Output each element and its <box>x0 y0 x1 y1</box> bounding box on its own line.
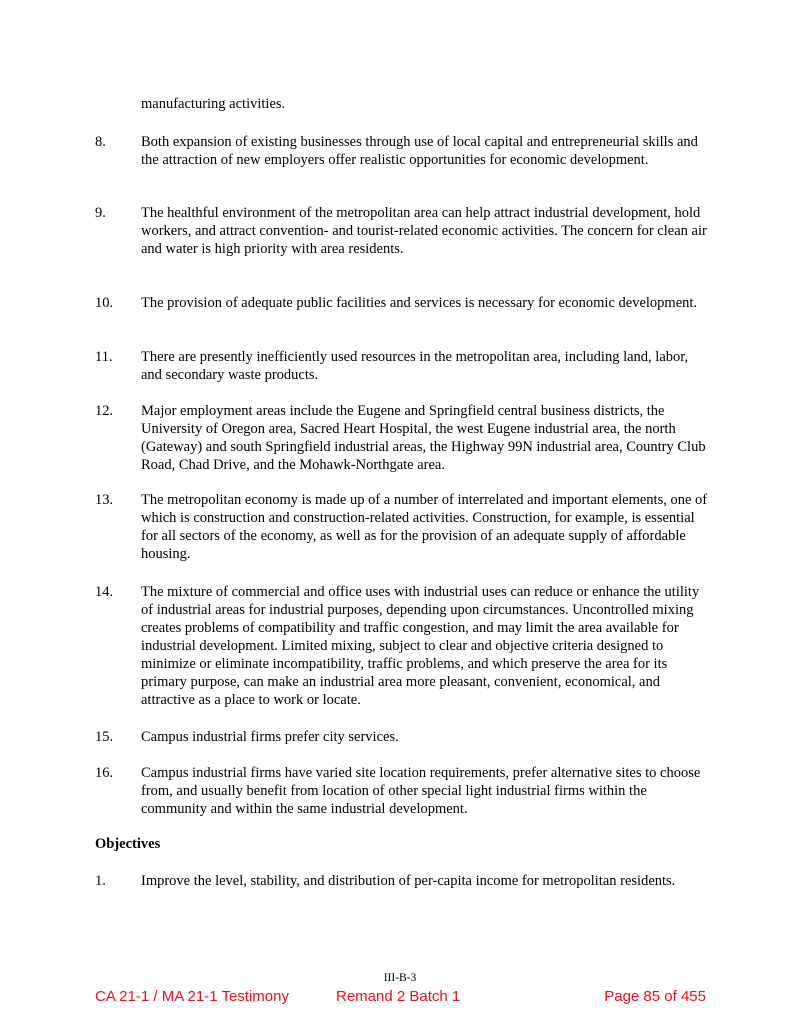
item-number: 13. <box>95 492 114 508</box>
item-text: Campus industrial firms have varied site location requirements, prefer alternative sites to choose from, and usually benefit from location of other special light industrial firms within the community and within the same industrial development. <box>141 765 701 817</box>
item-text: Improve the level, stability, and distribution of per-capita income for metropolitan residents. <box>141 873 676 889</box>
footer-batch-label: Remand 2 Batch 1 <box>336 988 461 1005</box>
item-text: Campus industrial firms prefer city services. <box>141 729 399 745</box>
item-text: Major employment areas include the Eugene and Springfield central business districts, the University of Oregon area, Sacred Heart Hospital, the west Eugene industrial area, the north (Gateway) and south Springfield industrial areas, the Highway 99N industrial area, Country Club Road, Chad Drive, and the Mohawk-Northgate area. <box>141 403 706 473</box>
continuation-text: manufacturing activities. <box>141 96 286 112</box>
item-number: 15. <box>95 729 114 745</box>
item-text: The mixture of commercial and office uses with industrial uses can reduce or enhance the utility of industrial areas for industrial purposes, depending upon circumstances. Uncontrolled mixing creates problems of compatibility and traffic congestion, and may limit the area available for industrial development. Limited mixing, subject to clear and objective criteria designed to minimize or eliminate incompatibility, traffic problems, and which preserve the area for its primary purpose, can make an industrial area more pleasant, convenient, economical, and attractive as a place to work or locate. <box>141 584 700 708</box>
item-number: 8. <box>95 134 106 150</box>
item-number: 10. <box>95 295 114 311</box>
item-number: 9. <box>95 205 106 221</box>
item-number: 1. <box>95 873 106 889</box>
item-text: The provision of adequate public facilities and services is necessary for economic development. <box>141 295 698 311</box>
item-text: There are presently inefficiently used resources in the metropolitan area, including land, labor, and secondary waste products. <box>141 349 689 383</box>
item-text: The metropolitan economy is made up of a number of interrelated and important elements, one of which is construction and construction-related activities. Construction, for example, is essential for all sectors of the economy, as well as for the provision of an adequate supply of affordable housing. <box>141 492 708 562</box>
item-text: Both expansion of existing businesses through use of local capital and entrepreneurial skills and the attraction of new employers offer realistic opportunities for economic development. <box>141 134 698 168</box>
item-text: The healthful environment of the metropolitan area can help attract industrial development, hold workers, and attract convention- and tourist-related economic activities. The concern for clean air and water is high priority with area residents. <box>141 205 707 257</box>
item-number: 14. <box>95 584 114 600</box>
item-number: 12. <box>95 403 114 419</box>
footer-testimony-label: CA 21-1 / MA 21-1 Testimony <box>95 988 289 1005</box>
page-number: III-B-3 <box>383 972 417 984</box>
objectives-heading: Objectives <box>95 836 161 852</box>
item-number: 11. <box>95 349 113 365</box>
footer-page-count: Page 85 of 455 <box>604 988 706 1005</box>
item-number: 16. <box>95 765 114 781</box>
